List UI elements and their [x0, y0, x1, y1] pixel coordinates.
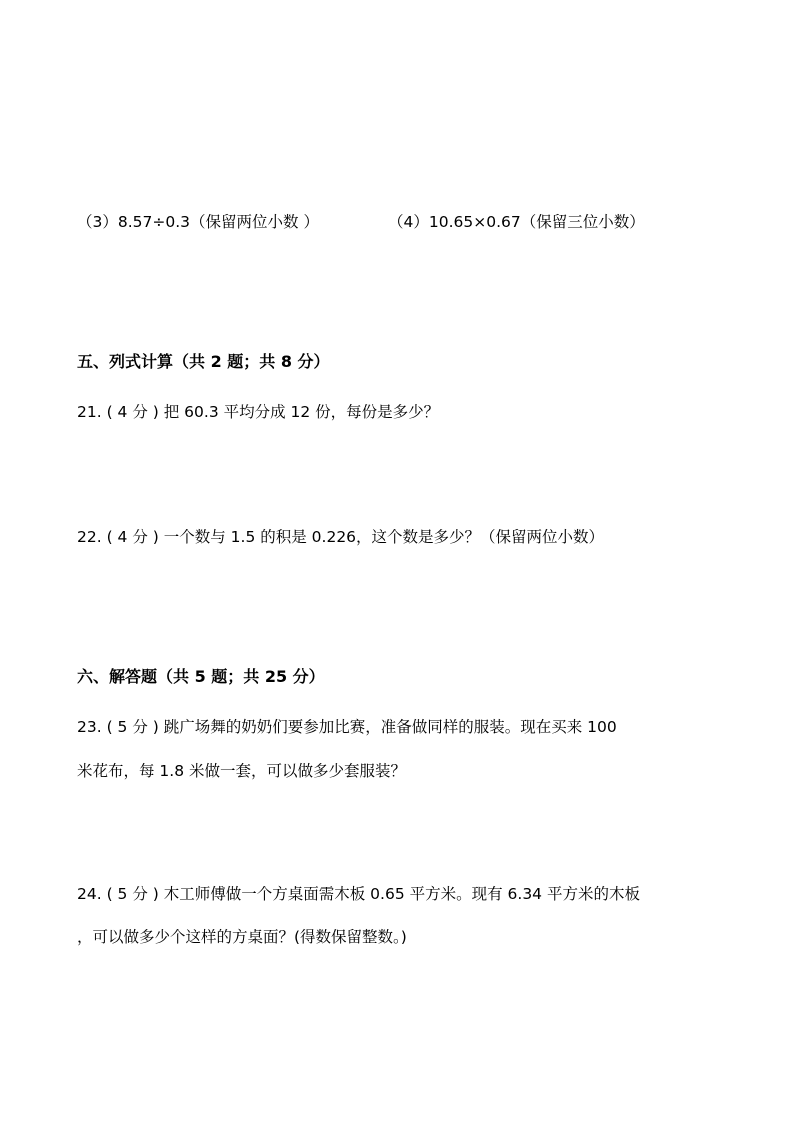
section-6-heading: 六、解答题（共 5 题；共 25 分）: [77, 667, 325, 686]
question-24-line-2: ，可以做多少个这样的方桌面？(得数保留整数。): [77, 928, 407, 946]
question-23-line-1: 23. ( 5 分 ) 跳广场舞的奶奶们要参加比赛，准备做同样的服装。现在买来 100: [77, 718, 617, 736]
question-21: 21. ( 4 分 ) 把 60.3 平均分成 12 份，每份是多少？: [77, 403, 440, 421]
calc-item-3: （3）8.57÷0.3（保留两位小数 ）: [77, 213, 319, 231]
question-23-line-2: 米花布，每 1.8 米做一套，可以做多少套服装？: [77, 762, 407, 780]
calc-item-4: （4）10.65×0.67（保留三位小数）: [388, 213, 645, 231]
question-24-line-1: 24. ( 5 分 ) 木工师傅做一个方桌面需木板 0.65 平方米。现有 6.34 平方米的木板: [77, 885, 640, 903]
section-5-heading: 五、列式计算（共 2 题；共 8 分）: [77, 352, 330, 371]
question-22: 22. ( 4 分 ) 一个数与 1.5 的积是 0.226，这个数是多少？（保留两位小数）: [77, 528, 605, 546]
